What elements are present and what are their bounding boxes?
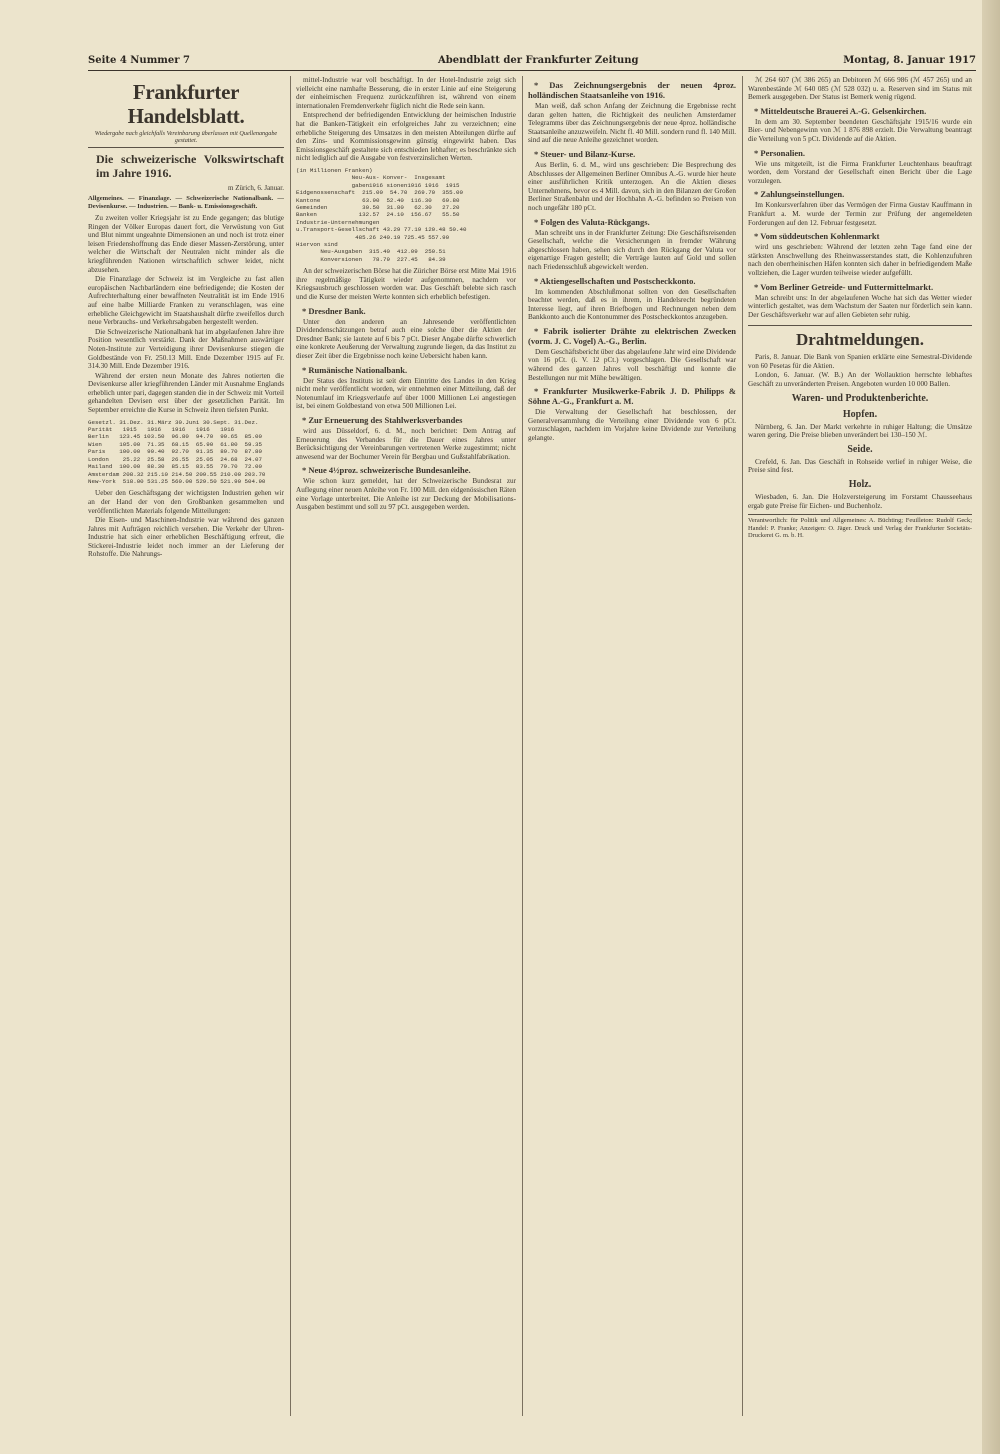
section-heading: * Zur Erneuerung des Stahlwerksverbandes [302, 414, 463, 425]
emission-table [296, 167, 516, 263]
market-section-title: Waren- und Produktenberichte. [791, 392, 929, 404]
paragraph: mittel-Industrie war voll beschäftigt. In der Hotel-Industrie zeigt sich vielleicht eine namhafte Besserung, die in erster Linie auf eine Steigerung der einheimischen Frequenz zurückzuführen ist, während von einem internationalen Fremdenverkehr füglich nicht die Rede sein kann. [296, 76, 516, 110]
paragraph: Dem Geschäftsbericht über das abgelaufene Jahr wird eine Dividende von 16 pCt. (i. V. 12 pCt.) vorgeschlagen. Die Gesellschaft war während des ganzen Jahres voll beschäftigt und konnte die Bestellungen nur mit Mühe bewältigen. [528, 347, 736, 382]
section-heading: * Das Zeichnungsergebnis der neuen 4proz. holländischen Staatsanleihe von 1916. [528, 80, 736, 100]
table-row: gaben1916 sionen1916 1916 1915 [296, 181, 460, 189]
table-row: 485.26 240.19 725.45 557.90 [296, 233, 450, 241]
paragraph: wird uns geschrieben: Während der letzten zehn Tage fand eine der stärksten Anschwellung des Rheinwasserstandes statt, die Kohlenzufuhren nach den oberrheinischen Häfen konnten sich daher in befriedigendem Maße vollziehen, die Lager wurden teilweise wieder aufgefüllt. [748, 243, 972, 277]
page-number: Seite 4 Nummer 7 [88, 55, 190, 66]
paragraph: Im kommenden Abschlußmonat sollten von den Gesellschaften beachtet werden, daß es in ihrem, in Handelsrecht begründeten Interesse liegt, auf ihren Briefbogen und Rechnungen neben dem Bankkonto auch die Kontonummer des Postscheckkontos anzugeben. [528, 287, 736, 322]
table-row: Paris 100.00 90.40 92.70 91.35 89.70 87.80 [88, 448, 262, 456]
column-3 [528, 76, 736, 1416]
table-row: London 25.22 25.58 26.55 25.05 24.68 24.07 [88, 455, 262, 463]
article-title: Die schweizerische Volkswirtschaft im Jahre 1916. [96, 152, 284, 181]
column-rule [290, 76, 291, 1416]
paragraph: Man weiß, daß schon Anfang der Zeichnung die Ergebnisse recht daran gelten hatten, die Richtigkeit des neulichen Amsterdamer Telegramms über das Zeichnungsergebnis der neue 4proz. holländische Staatsanleihe anzuzweifeln. Nicht fl. 40 Mill. sondern rund fl. 140 Mill. sind auf die neue Anleihe gezeichnet worden. [528, 102, 736, 145]
topic-list: Allgemeines. — Finanzlage. — Schweizerische Nationalbank. — Devisenkurse. — Industrien. — Bank- u. Emissionsgeschäft. [88, 195, 284, 210]
paragraph: Die Finanzlage der Schweiz ist im Vergleiche zu fast allen europäischen Nachbarländern eine befriedigende; die Kosten der Aufrechterhaltung einer bewaffneten Neutralität ist im Ende 1916 auf eine halbe Milliarde Franken zu veranschlagen, was eine erhebliche Gleichgewicht im Staatshaushalt dürfte zweifellos durch neue Verbrauchs- und Verkehrsabgaben hergestellt werden. [88, 275, 284, 327]
table-row: New-York 518.00 531.25 560.00 529.50 521.90 504.90 [88, 477, 266, 485]
table-row: Kantone 63.90 52.40 116.30 69.80 [296, 196, 460, 204]
page-edge-shadow [982, 0, 1000, 1454]
subsection-title: Hopfen. [842, 408, 878, 420]
section-heading: * Zahlungseinstellungen. [754, 189, 845, 200]
column-4 [748, 76, 972, 1416]
newspaper-title: Abendblatt der Frankfurter Zeitung [438, 55, 639, 66]
page-header [88, 54, 976, 71]
table-row: Konversionen 78.79 227.45 84.39 [296, 255, 446, 263]
section-heading: * Aktiengesellschaften und Postscheckkonto. [534, 275, 696, 286]
column-rule [742, 76, 743, 1416]
section-masthead: Frankfurter Handelsblatt. [127, 80, 245, 128]
imprint: Verantwortlich: für Politik und Allgemeines: A. Büchting; Feuilleton: Rudolf Geck; Handel: P. Franke; Anzeigen: O. Jäger. Druck und Verlag der Frankfurter Societäts-Druckerei G. m. b. H. [748, 514, 972, 540]
table-row: Amsterdam 208.32 215.10 214.50 209.55 210.00 203.70 [88, 470, 266, 478]
table-row: Mailand 100.00 88.30 85.15 83.55 79.70 72.00 [88, 463, 262, 471]
table-caption: Gesetzl. 31.Dez. 31.März 30.Juni 30.Sept. 31.Dez. [88, 418, 259, 426]
table-row: u.Transport-Gesellschaft 43.29 77.19 120.48 50.40 [296, 226, 467, 234]
table-row: Gemeinden 30.50 31.80 62.30 27.20 [296, 203, 460, 211]
paragraph: Wie uns mitgeteilt, ist die Firma Frankfurter Leuchtenhaus beauftragt worden, dem Vorstand der Gesellschaft einen Bericht über die Lage vorzulegen. [748, 159, 972, 185]
table-row: Neu-Aus- Konver- Insgesamt [296, 174, 446, 182]
paragraph: Die Eisen- und Maschinen-Industrie war während des ganzen Jahres mit Aufträgen reichlich versehen. Die Verkehr der Uhren-Industrie hat sich einer erheblichen Beschäftigung erfreut, die Stickerei-Industrie leidet noch immer an der Lieferung der Rohstoffe. Die Nahrungs- [88, 516, 284, 559]
subsection-title: Seide. [847, 443, 873, 455]
paragraph: ℳ 264 607 (ℳ 386 265) an Debitoren ℳ 666 986 (ℳ 457 265) und an Warenbestände ℳ 640 085 (ℳ 528 032) u. a. Reserven sind im Status mit Bemerk ausgegeben. Der Status ist Bemerk wenig rügend. [748, 76, 972, 102]
issue-date: Montag, 8. Januar 1917 [843, 55, 976, 66]
section-heading: * Frankfurter Musikwerke-Fabrik J. D. Philipps & Söhne A.-G., Frankfurt a. M. [528, 386, 736, 407]
paragraph: Die Verwaltung der Gesellschaft hat beschlossen, der Generalversammlung die Verteilung einer Dividende von 6 pCt. vorzuschlagen, nachdem im Vorjahre keine Dividende zur Verteilung gelangte. [528, 408, 736, 443]
section-heading: * Rumänische Nationalbank. [302, 364, 408, 375]
paragraph: Ueber den Geschäftsgang der wichtigsten Industrien gehen wir an der Hand der von den Großbanken gesammelten und veröffentlichten Materials folgende Mitteilungen: [88, 489, 284, 515]
paragraph: An der schweizerischen Börse hat die Züricher Börse erst Mitte Mai 1916 ihre regelmäßige Tätigkeit wieder aufgenommen, nachdem vor Kriegsausbruch geschlossen worden war. Das Geschäft belebte sich rasch und die Kurse der meisten Werte konnten sich erheblich befestigen. [296, 267, 516, 301]
subsection-title: Holz. [848, 479, 872, 491]
table-row: Eidgenossenschaft 215.00 54.70 269.70 355.00 [296, 189, 463, 197]
section-heading: * Neue 4½proz. schweizerische Bundesanleihe. [302, 465, 471, 476]
column-1 [88, 76, 284, 1416]
paragraph: Zu zweiten voller Kriegsjahr ist zu Ende gegangen; das blutige Ringen der Völker Europas dauert fort, die Verwüstung von Gut und Blut nimmt ungeahnte Dimensionen an und noch ist trotz einer leisen Friedenshoffnung das Ende dieser Massen-Zerstörung, unter welcher die Wirtschaft der Neutralen nicht minder als die kriegführenden Nationen wirtschaftlich schwer leidet, nicht abzusehen. [88, 214, 284, 274]
paragraph: Man schreibt uns: In der abgelaufenen Woche hat sich das Wetter wieder winterlich gestaltet, was dem Wachstum der Saaten nur förderlich sein kann. Der Geschäftsverkehr war auf allen Gebieten sehr ruhig. [748, 293, 972, 319]
paragraph: Unter den anderen an Jahresende veröffentlichten Dividendenschätzungen betraf auch eine solche über die Aktien der Dresdner Bank; sie lautete auf 6 bis 7 pCt. Dieser Angabe dürfte schwerlich eine konkrete Aeußerung der Verwaltung zugrunde liegen, da das Institut zu dieser Zeit über die Ergebnisse noch keine Uebersicht haben kann. [296, 317, 516, 360]
table-caption: (in Millionen Franken) [296, 166, 373, 174]
paragraph: Die Schweizerische Nationalbank hat im abgelaufenen Jahre ihre Position wesentlich verstärkt. Dank der Maßnahmen auswärtiger Noten-Institute zur Verteidigung ihrer Devisenkurse stiegen die Goldbestände von Fr. 250.13 Mill. Ende Dezember 1915 auf Fr. 314.30 Mill. Ende Dezember 1916. [88, 327, 284, 371]
table-row: Wien 105.00 71.35 68.15 65.90 61.80 59.35 [88, 440, 262, 448]
paragraph: Nürnberg, 6. Jan. Der Markt verkehrte in ruhiger Haltung; die Umsätze waren gering. Die Preise blieben unverändert bei 130–150 ℳ. [748, 422, 972, 440]
section-heading: * Mitteldeutsche Brauerei A.-G. Gelsenkirchen. [754, 105, 927, 116]
table-row: Banken 132.57 24.10 156.67 55.50 [296, 211, 460, 219]
table-row: Neu-Ausgaben 315.40 412.09 250.51 [296, 248, 446, 256]
paragraph: Man schreibt uns in der Frankfurter Zeitung: Die Geschäftsreisenden Gesellschaft, welche die Versicherungen in fremder Währung abgeschlossen haben, sehen sich durch den Rückgang der Valuta vor eigenartige Fragen gestellt; die Verträge lauten auf Gold und sollen nach Friedensschluß abgewickelt werden. [528, 228, 736, 271]
paragraph: Wiesbaden, 6. Jan. Die Holzversteigerung im Forstamt Chausseehaus ergab gute Preise für Eichen- und Buchenholz. [748, 493, 972, 510]
paragraph: Crefeld, 6. Jan. Das Geschäft in Rohseide verlief in ruhiger Weise, die Preise sind fest. [748, 457, 972, 475]
telegram-item: London, 6. Januar. (W. B.) An der Wollauktion herrschte lebhaftes Geschäft zu unveränderten Preisen. Angeboten wurden 10 000 Ballen. [748, 371, 972, 389]
table-row: Berlin 123.45 103.50 96.80 94.70 90.65 85.00 [88, 433, 262, 441]
exchange-table [88, 419, 284, 486]
section-heading: * Dresdner Bank. [302, 305, 366, 316]
dateline: m Zürich, 6. Januar. [228, 184, 284, 193]
section-heading: * Folgen des Valuta-Rückgangs. [534, 216, 650, 227]
column-rule [522, 76, 523, 1416]
paragraph: Während der ersten neun Monate des Jahres notierten die Devisenkurse aller kriegführenden Länder mit Ausnahme Englands erheblich unter pari, dagegen standen die in der Schweiz mit Vorteil gehandelten Devisen erst über der gesetzlichen Parität. Im September erreichte die Kurse in Schweiz ihren tiefsten Punkt. [88, 371, 284, 415]
paragraph: Aus Berlin, 6. d. M., wird uns geschrieben: Die Besprechung des Abschlusses der Allgemeinen Berliner Omnibus A.-G. wurde hier heute einer ausführlichen Kritik unterzogen. An die Aktien dieses Unternehmens, bevor es 4 Mill. davon, sich in den Bilanzen der Großen Berliner Straßenbahn und der Hochbahn A.-G. befinden so Preisen von noch ungefähr 180 pCt. [528, 160, 736, 212]
section-heading: * Steuer- und Bilanz-Kurse. [534, 148, 636, 159]
telegram-section-title: Drahtmeldungen. [748, 325, 972, 350]
section-heading: * Vom Berliner Getreide- und Futtermittelmarkt. [754, 281, 934, 292]
section-heading: * Fabrik isolierter Drähte zu elektrischen Zwecken (vorm. J. C. Vogel) A.-G., Berlin. [528, 325, 736, 346]
paragraph: wird aus Düsseldorf, 6. d. M., noch berichtet: Dem Antrag auf Erneuerung des Verbandes für die Dauer eines Jahres unter Berücksichtigung der Vereinbarungen vertretenen Werke zugestimmt; nicht anwesend war der Bochumer Verein für Bergbau und Gußstahlfabrikation. [296, 426, 516, 461]
table-row: Parität 1915 1916 1916 1916 1916 [88, 426, 235, 434]
paragraph: Der Status des Instituts ist seit dem Eintritte des Landes in den Krieg nicht mehr veröffentlicht worden, wir entnehmen einer Mitteilung, daß der Notenumlauf im Kriegsverlaufe auf über 1000 Millionen Lei angestiegen ist, bei einem Goldbestand von etwa 500 Millionen Lei. [296, 376, 516, 411]
section-heading: * Vom süddeutschen Kohlenmarkt [754, 231, 880, 242]
column-2 [296, 76, 516, 1416]
paragraph: Entsprechend der befriedigenden Entwicklung der heimischen Industrie hat die Banken-Tätigkeit ein erfolgreiches Jahr zu verzeichnen; eine erhebliche Steigerung des Umsatzes in den meisten Abteilungen dürfte auf den Zins- und Kommissionsgewinn günstig eingewirkt haben. Das Emissionsgeschäft gestaltete sich entschieden lebhafter; es beschränkte sich nicht lediglich auf die Ausgabe von festverzinslichen Werten. [296, 111, 516, 163]
masthead-note: Wiedergabe nach gleichfalls Vereinbarung überlassen mit Quellenangabe gestattet. [88, 130, 284, 148]
paragraph: In dem am 30. September beendeten Geschäftsjahr 1915/16 wurde ein Bier- und Nebengewinn von ℳ 1 876 898 erzielt. Die Verwaltung beantragt die Verteilung von 5 pCt. Dividende auf die Aktien. [748, 117, 972, 143]
section-heading: * Personalien. [754, 147, 805, 158]
paragraph: Wie schon kurz gemeldet, hat der Schweizerische Bundesrat zur Auflegung einer neuen Anleihe von Fr. 100 Mill. den eidgenössischen Räten eine Vorlage unterbreitet. Die Anleihe ist zur Deckung der Mobilisations-Ausgaben bestimmt und soll zu 97 pCt. ausgegeben werden. [296, 477, 516, 512]
paragraph: Im Konkursverfahren über das Vermögen der Firma Gustav Kauffmann in Frankfurt a. M. wurde der Termin zur Prüfung der angemeldeten Forderungen auf den 12. Februar festgesetzt. [748, 201, 972, 227]
telegram-item: Paris, 8. Januar. Die Bank von Spanien erklärte eine Semestral-Dividende von 60 Pesetas für die Aktien. [748, 353, 972, 370]
table-row: Hiervon sind [296, 241, 338, 248]
table-row: Industrie-Unternehmungen [296, 218, 380, 226]
